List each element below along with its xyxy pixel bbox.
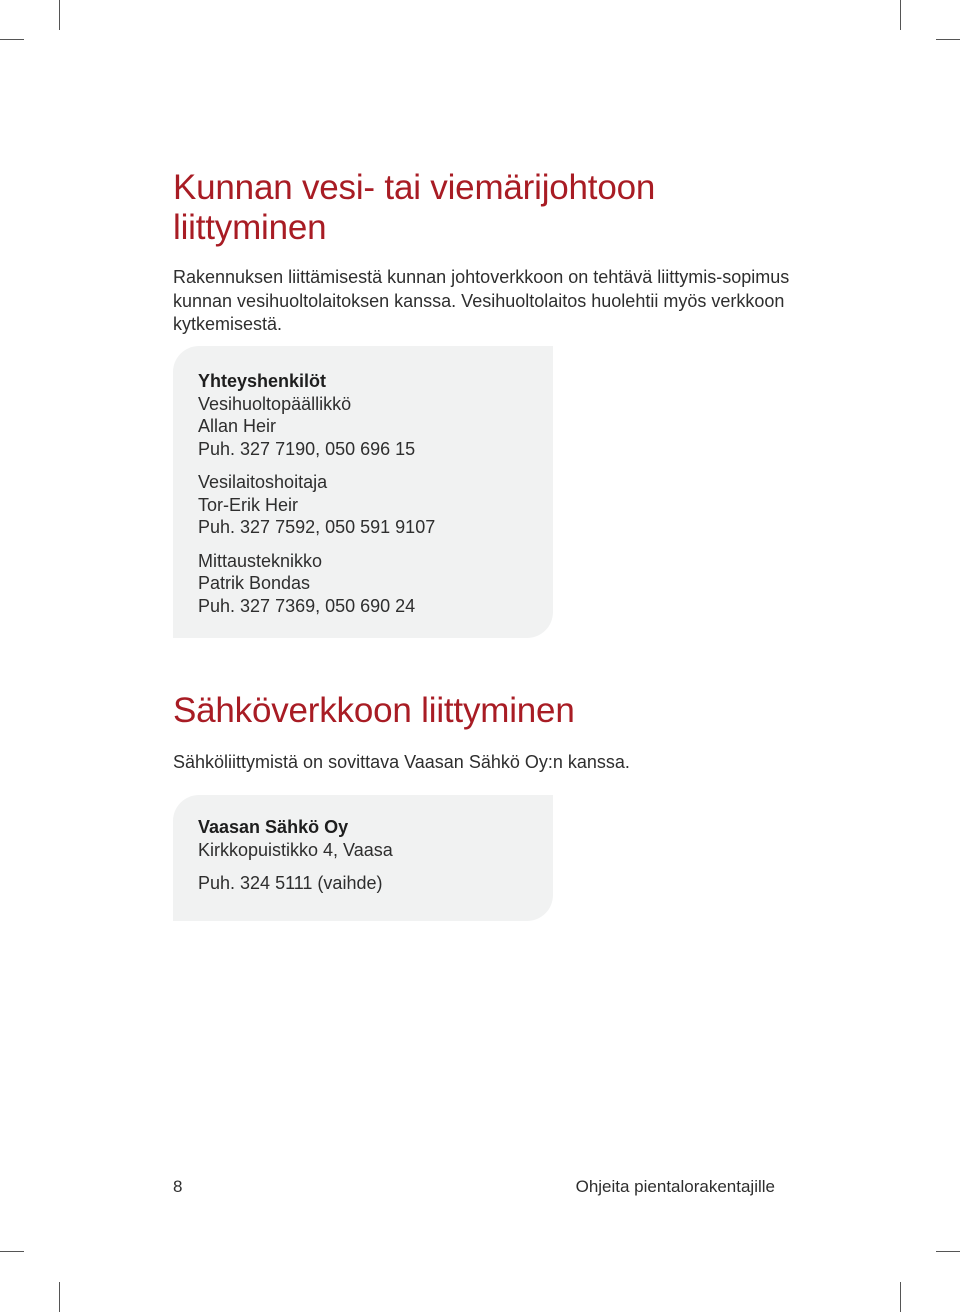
crop-mark — [0, 39, 24, 40]
section-intro-electricity: Sähköliittymistä on sovittava Vaasan Sähkö Oy:n kanssa. — [173, 752, 630, 772]
contact-phone: Puh. 327 7592, 050 591 9107 — [198, 517, 436, 537]
contacts-heading: Yhteyshenkilöt — [198, 371, 327, 391]
crop-mark — [900, 1282, 901, 1312]
company-address: Kirkkopuistikko 4, Vaasa — [198, 839, 393, 860]
page-number: 8 — [173, 1177, 183, 1196]
contact-person — [198, 550, 553, 618]
contact-person — [198, 471, 553, 539]
company-phone: Puh. 324 5111 (vaihde) — [198, 873, 383, 893]
contact-name: Tor-Erik Heir — [198, 494, 299, 515]
section-title-water: Kunnan vesi- tai viemärijohtoon liittyminen — [173, 168, 656, 247]
contacts-box — [173, 346, 553, 638]
contact-role: Vesihuoltopäällikkö — [198, 393, 352, 414]
contact-person — [198, 393, 553, 461]
contact-role: Vesilaitoshoitaja — [198, 472, 328, 492]
crop-mark — [0, 1251, 24, 1252]
contact-phone: Puh. 327 7190, 050 696 15 — [198, 438, 416, 459]
contact-role: Mittausteknikko — [198, 550, 323, 571]
crop-mark — [59, 1282, 60, 1312]
section-intro-water: Rakennuksen liittämisestä kunnan johtoverkkoon on tehtävä liittymis-sopimus kunnan vesihuoltolaitoksen kanssa. Vesihuoltolaitos huolehtii myös verkkoon kytkemisestä. — [173, 267, 790, 334]
crop-mark — [936, 1251, 960, 1252]
section-title-electricity: Sähköverkkoon liittyminen — [173, 691, 575, 730]
company-box — [173, 795, 553, 921]
crop-mark — [59, 0, 60, 30]
contact-name: Allan Heir — [198, 416, 277, 436]
crop-mark — [900, 0, 901, 30]
crop-mark — [936, 39, 960, 40]
contact-name: Patrik Bondas — [198, 573, 311, 593]
publication-title: Ohjeita pientalorakentajille — [575, 1177, 775, 1196]
company-name: Vaasan Sähkö Oy — [198, 817, 349, 837]
contact-phone: Puh. 327 7369, 050 690 24 — [198, 595, 416, 616]
